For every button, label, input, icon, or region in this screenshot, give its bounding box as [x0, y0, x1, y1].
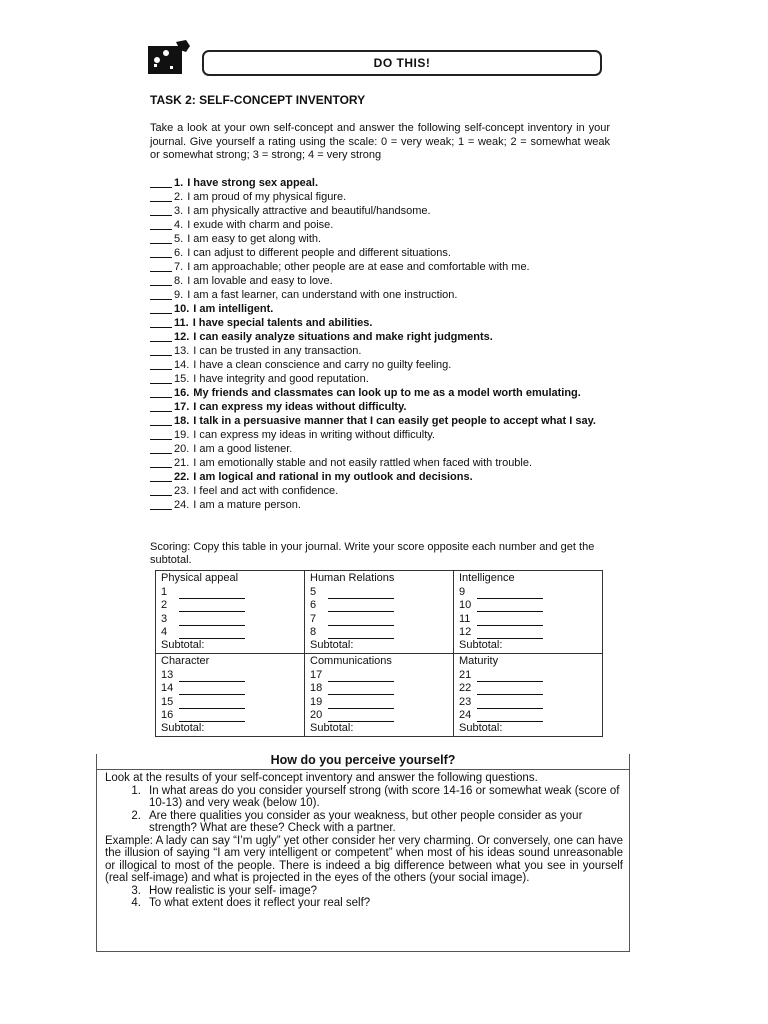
score-cell: [454, 654, 603, 737]
rating-blank: [150, 344, 172, 356]
item-number: 9.: [174, 289, 184, 301]
intro-paragraph: Take a look at your own self-concept and answer the following self-concept inventory in your journal. Give yourself a rating using the scale: 0 = very weak; 1 = weak; 2 = somewhat weak or somewhat strong; 3 = strong; 4 = very strong: [150, 122, 610, 161]
category-title: Human Relations: [310, 572, 395, 584]
inventory-item: [150, 386, 615, 400]
score-line: [310, 612, 448, 626]
score-line: [459, 668, 597, 682]
item-text: I am a fast learner, can understand with one instruction.: [187, 289, 458, 301]
score-blank: [179, 601, 245, 612]
rating-blank: [150, 288, 172, 300]
subtotal-label: Subtotal:: [310, 722, 354, 734]
rating-blank: [150, 330, 172, 342]
score-blank: [328, 588, 394, 599]
question-number: 2.: [131, 809, 141, 822]
score-blank: [179, 628, 245, 639]
score-blank: [477, 615, 543, 626]
score-number: 18: [310, 682, 323, 694]
score-blank: [477, 698, 543, 709]
score-blank: [328, 711, 394, 722]
item-number: 16.: [174, 387, 190, 399]
score-number: 20: [310, 709, 323, 721]
item-number: 5.: [174, 233, 184, 245]
item-text: I can be trusted in any transaction.: [193, 345, 362, 357]
inventory-item: [150, 456, 615, 470]
rating-blank: [150, 386, 172, 398]
question-item: [105, 897, 623, 910]
rating-blank: [150, 442, 172, 454]
rating-blank: [150, 484, 172, 496]
question-item: [105, 810, 623, 835]
subtotal-label: Subtotal:: [161, 639, 205, 651]
score-number: 8: [310, 626, 317, 638]
rating-blank: [150, 372, 172, 384]
score-number: 17: [310, 668, 323, 681]
score-line: [459, 682, 597, 696]
question-number: 3.: [131, 884, 141, 897]
score-line: [310, 695, 448, 709]
score-line: [161, 668, 299, 682]
item-number: 24.: [174, 499, 190, 511]
score-line: [459, 695, 597, 709]
item-number: 18.: [174, 415, 190, 427]
question-text: Are there qualities you consider as your weakness, but other people consider as your strength? What are these? Check with a partner.: [149, 809, 583, 834]
inventory-item: [150, 176, 615, 190]
perceive-title: How do you perceive yourself?: [270, 753, 456, 767]
item-text: I am proud of my physical figure.: [187, 191, 347, 203]
score-line: [161, 709, 299, 723]
score-number: 10: [459, 599, 472, 611]
score-line: [161, 682, 299, 696]
item-number: 23.: [174, 485, 190, 497]
score-line: [310, 626, 448, 640]
question-number: 4.: [131, 897, 141, 909]
item-number: 10.: [174, 303, 190, 315]
score-blank: [179, 615, 245, 626]
inventory-item: [150, 358, 615, 372]
item-number: 15.: [174, 373, 190, 385]
item-text: I can easily analyze situations and make right judgments.: [193, 331, 493, 343]
score-blank: [179, 684, 245, 695]
item-number: 20.: [174, 443, 190, 455]
score-blank: [477, 684, 543, 695]
score-line: [459, 585, 597, 599]
inventory-item: [150, 470, 615, 484]
item-text: I exude with charm and poise.: [187, 219, 334, 231]
score-number: 13: [161, 668, 174, 681]
score-blank: [179, 711, 245, 722]
score-cell: [156, 571, 305, 654]
score-blank: [477, 711, 543, 722]
category-title: Intelligence: [459, 572, 515, 584]
score-line: [459, 626, 597, 640]
inventory-item: [150, 372, 615, 386]
item-text: I have a clean conscience and carry no guilty feeling.: [193, 359, 452, 371]
score-line: [161, 612, 299, 626]
category-title: Physical appeal: [161, 572, 239, 584]
item-number: 12.: [174, 331, 190, 343]
score-line: [161, 626, 299, 640]
score-blank: [477, 671, 543, 682]
perceive-example: Example: A lady can say “I’m ugly” yet other consider her very charming. Or conversely, one can have the illusion of saying “I am very intelligent or competent” when most of his ideas sound unreasonable or illogical to most of the people. There is indeed a big difference between what you see in yourself (real self-image) and what is projected in the eyes of the others (your social image).: [105, 834, 623, 884]
item-number: 3.: [174, 205, 184, 217]
perceive-box: [96, 754, 630, 952]
score-number: 22: [459, 682, 472, 694]
score-number: 15: [161, 695, 174, 708]
score-blank: [179, 588, 245, 599]
subtotal-label: Subtotal:: [161, 722, 205, 734]
rating-blank: [150, 400, 172, 412]
perceive-lead: Look at the results of your self-concept inventory and answer the following questions.: [105, 772, 538, 784]
subtotal-label: Subtotal:: [459, 722, 503, 734]
inventory-list: [150, 176, 615, 512]
item-number: 6.: [174, 247, 184, 259]
task-title: TASK 2: SELF-CONCEPT INVENTORY: [150, 93, 366, 107]
score-blank: [477, 588, 543, 599]
item-text: I am lovable and easy to love.: [187, 275, 333, 287]
scoring-table: [155, 570, 603, 737]
item-text: I am approachable; other people are at ease and comfortable with me.: [187, 261, 530, 273]
item-text: I have special talents and abilities.: [192, 317, 373, 329]
item-number: 2.: [174, 191, 184, 203]
inventory-item: [150, 330, 615, 344]
score-line: [310, 682, 448, 696]
item-text: I can adjust to different people and different situations.: [187, 247, 451, 259]
item-text: I can express my ideas without difficulty.: [193, 401, 407, 413]
category-title: Maturity: [459, 655, 499, 667]
inventory-item: [150, 316, 615, 330]
score-number: 2: [161, 599, 168, 611]
category-title: Communications: [310, 655, 392, 667]
score-number: 1: [161, 585, 168, 598]
item-number: 7.: [174, 261, 184, 273]
item-text: I feel and act with confidence.: [193, 485, 339, 497]
item-text: My friends and classmates can look up to me as a model worth emulating.: [193, 387, 581, 399]
rating-blank: [150, 204, 172, 216]
score-number: 19: [310, 695, 323, 708]
inventory-item: [150, 344, 615, 358]
score-line: [161, 599, 299, 613]
score-number: 7: [310, 612, 317, 625]
rating-blank: [150, 260, 172, 272]
item-number: 1.: [174, 177, 184, 189]
score-blank: [477, 628, 543, 639]
rating-blank: [150, 428, 172, 440]
score-blank: [328, 601, 394, 612]
item-text: I am a mature person.: [193, 499, 301, 511]
score-number: 23: [459, 695, 472, 708]
item-text: I am intelligent.: [193, 303, 274, 315]
score-number: 6: [310, 599, 317, 611]
rating-blank: [150, 176, 172, 188]
subtotal-label: Subtotal:: [310, 639, 354, 651]
rating-blank: [150, 470, 172, 482]
subtotal-label: Subtotal:: [459, 639, 503, 651]
score-number: 21: [459, 668, 472, 681]
item-number: 4.: [174, 219, 184, 231]
puzzle-icon: [146, 40, 192, 76]
item-number: 8.: [174, 275, 184, 287]
item-number: 11.: [174, 317, 189, 329]
score-line: [310, 599, 448, 613]
score-line: [459, 612, 597, 626]
question-item: [105, 885, 623, 898]
item-number: 13.: [174, 345, 190, 357]
question-list-b: [105, 885, 623, 910]
rating-blank: [150, 456, 172, 468]
inventory-item: [150, 484, 615, 498]
rating-blank: [150, 498, 172, 510]
rating-blank: [150, 190, 172, 202]
score-number: 4: [161, 626, 168, 638]
score-line: [310, 585, 448, 599]
score-line: [310, 709, 448, 723]
rating-blank: [150, 358, 172, 370]
question-list-a: [105, 785, 623, 835]
score-number: 3: [161, 612, 168, 625]
inventory-item: [150, 204, 615, 218]
inventory-item: [150, 246, 615, 260]
category-title: Character: [161, 655, 210, 667]
item-number: 19.: [174, 429, 190, 441]
score-line: [161, 585, 299, 599]
score-blank: [179, 698, 245, 709]
inventory-item: [150, 400, 615, 414]
do-this-banner: DO THIS!: [202, 50, 602, 76]
inventory-item: [150, 260, 615, 274]
rating-blank: [150, 232, 172, 244]
score-number: 9: [459, 585, 466, 598]
question-item: [105, 785, 623, 810]
item-text: I am a good listener.: [193, 443, 293, 455]
score-line: [459, 599, 597, 613]
score-number: 11: [459, 612, 471, 625]
rating-blank: [150, 274, 172, 286]
score-blank: [328, 615, 394, 626]
score-line: [459, 709, 597, 723]
score-cell: [305, 571, 454, 654]
score-blank: [328, 698, 394, 709]
scoring-instructions: Scoring: Copy this table in your journal. Write your score opposite each number and get the subtotal.: [150, 541, 595, 566]
inventory-item: [150, 442, 615, 456]
item-number: 17.: [174, 401, 190, 413]
score-number: 16: [161, 709, 174, 721]
inventory-item: [150, 274, 615, 288]
score-number: 24: [459, 709, 472, 721]
question-text: To what extent does it reflect your real self?: [149, 897, 371, 909]
score-blank: [477, 601, 543, 612]
item-text: I am easy to get along with.: [187, 233, 322, 245]
score-line: [161, 695, 299, 709]
score-cell: [156, 654, 305, 737]
question-number: 1.: [131, 784, 141, 797]
item-number: 22.: [174, 471, 190, 483]
item-number: 21.: [174, 457, 190, 469]
item-text: I talk in a persuasive manner that I can easily get people to accept what I say.: [193, 415, 596, 427]
score-number: 14: [161, 682, 174, 694]
score-blank: [328, 671, 394, 682]
rating-blank: [150, 302, 172, 314]
item-text: I have strong sex appeal.: [187, 177, 319, 189]
inventory-item: [150, 414, 615, 428]
score-number: 12: [459, 626, 472, 638]
score-blank: [179, 671, 245, 682]
question-text: In what areas do you consider yourself strong (with score 14-16 or somewhat weak (score of 10-13) and very weak (below 10).: [149, 784, 620, 809]
inventory-item: [150, 190, 615, 204]
question-text: How realistic is your self- image?: [149, 884, 318, 897]
inventory-item: [150, 218, 615, 232]
inventory-item: [150, 232, 615, 246]
rating-blank: [150, 316, 172, 328]
item-text: I can express my ideas in writing without difficulty.: [193, 429, 435, 441]
inventory-item: [150, 288, 615, 302]
item-text: I am logical and rational in my outlook and decisions.: [193, 471, 473, 483]
score-cell: [305, 654, 454, 737]
perceive-divider: [96, 769, 630, 770]
score-number: 5: [310, 585, 317, 598]
rating-blank: [150, 246, 172, 258]
item-text: I am physically attractive and beautiful/handsome.: [187, 205, 431, 217]
rating-blank: [150, 218, 172, 230]
item-number: 14.: [174, 359, 190, 371]
score-blank: [328, 684, 394, 695]
score-blank: [328, 628, 394, 639]
item-text: I am emotionally stable and not easily rattled when faced with trouble.: [193, 457, 533, 469]
inventory-item: [150, 498, 615, 512]
score-line: [310, 668, 448, 682]
score-cell: [454, 571, 603, 654]
rating-blank: [150, 414, 172, 426]
inventory-item: [150, 428, 615, 442]
inventory-item: [150, 302, 615, 316]
item-text: I have integrity and good reputation.: [193, 373, 369, 385]
